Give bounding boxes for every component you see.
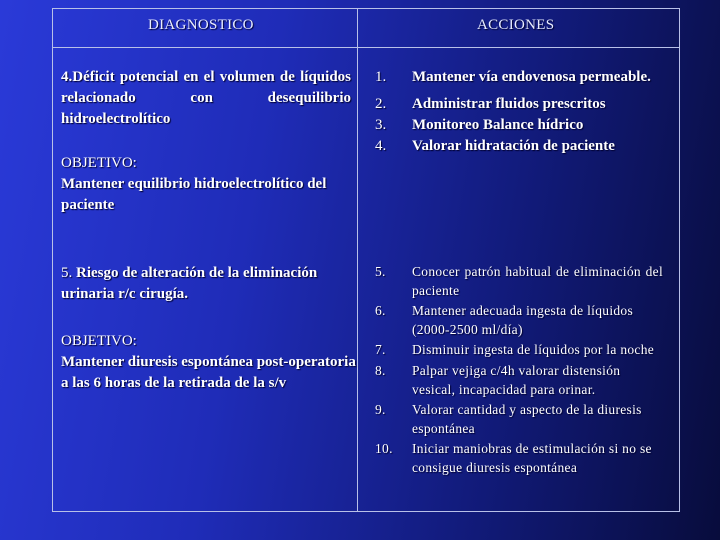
objective-2	[61, 331, 356, 394]
diagnosis-5-text: Riesgo de alteración de la eliminación urinaria r/c cirugía.	[61, 265, 318, 302]
list-item-text: Mantener adecuada ingesta de líquidos (2000-2500 ml/día)	[412, 303, 634, 337]
list-item-number: 7.	[375, 342, 386, 358]
list-item-number: 8.	[375, 362, 386, 378]
diagnosis-5	[61, 263, 351, 305]
list-item	[375, 302, 663, 339]
list-item-text: Valorar hidratación de paciente	[412, 138, 615, 154]
list-item-number: 4.	[375, 138, 387, 154]
list-item-number: 2.	[375, 96, 387, 112]
list-item-text: Disminuir ingesta de líquidos por la noche	[412, 342, 655, 358]
list-item	[375, 401, 663, 438]
header-divider	[53, 47, 679, 48]
list-item-text: Valorar cantidad y aspecto de la diuresis espontánea	[412, 402, 642, 436]
list-item-number: 5.	[375, 264, 386, 279]
diagnosis-4-text: 4.Déficit potencial en el volumen de líquidos relacionado con desequilibrio hidroelectrolítico	[61, 69, 351, 127]
objective-label: OBJETIVO:	[61, 333, 137, 349]
list-item-text: Administrar fluidos prescritos	[412, 96, 606, 112]
list-item	[375, 263, 663, 300]
care-plan-table	[52, 8, 680, 512]
list-item-text: Mantener vía endovenosa permeable.	[412, 69, 651, 85]
list-item	[375, 440, 663, 477]
column-divider	[357, 9, 358, 511]
diagnosis-number: 5.	[61, 265, 73, 281]
list-item-number: 9.	[375, 402, 386, 418]
list-item-text: Monitoreo Balance hídrico	[412, 117, 584, 133]
list-item-text: Iniciar maniobras de estimulación si no se consigue diuresis espontánea	[412, 441, 652, 475]
list-item-number: 6.	[375, 303, 386, 319]
objective-text: Mantener diuresis espontánea post-operatoria a las 6 horas de la retirada de la s/v	[61, 354, 356, 391]
list-item	[375, 115, 665, 136]
list-item-number: 1.	[375, 69, 387, 85]
list-item-number: 10.	[375, 441, 393, 457]
list-item	[375, 67, 665, 88]
list-item-text: Palpar vejiga c/4h valorar distensión vesical, incapacidad para orinar.	[412, 362, 621, 397]
actions-list-1	[375, 67, 665, 157]
objective-text: Mantener equilibrio hidroelectrolítico del paciente	[61, 176, 327, 213]
list-item-number: 3.	[375, 117, 387, 133]
objective-1	[61, 153, 356, 216]
column-header-diagnostico: DIAGNOSTICO	[148, 17, 254, 33]
list-item	[375, 136, 665, 157]
list-item	[375, 94, 665, 115]
column-header-acciones: ACCIONES	[477, 17, 555, 33]
actions-list-2	[375, 263, 663, 478]
list-item	[375, 362, 663, 399]
list-item	[375, 341, 663, 360]
objective-label: OBJETIVO:	[61, 155, 137, 171]
list-item-text: Conocer patrón habitual de eliminación del paciente	[412, 264, 663, 298]
